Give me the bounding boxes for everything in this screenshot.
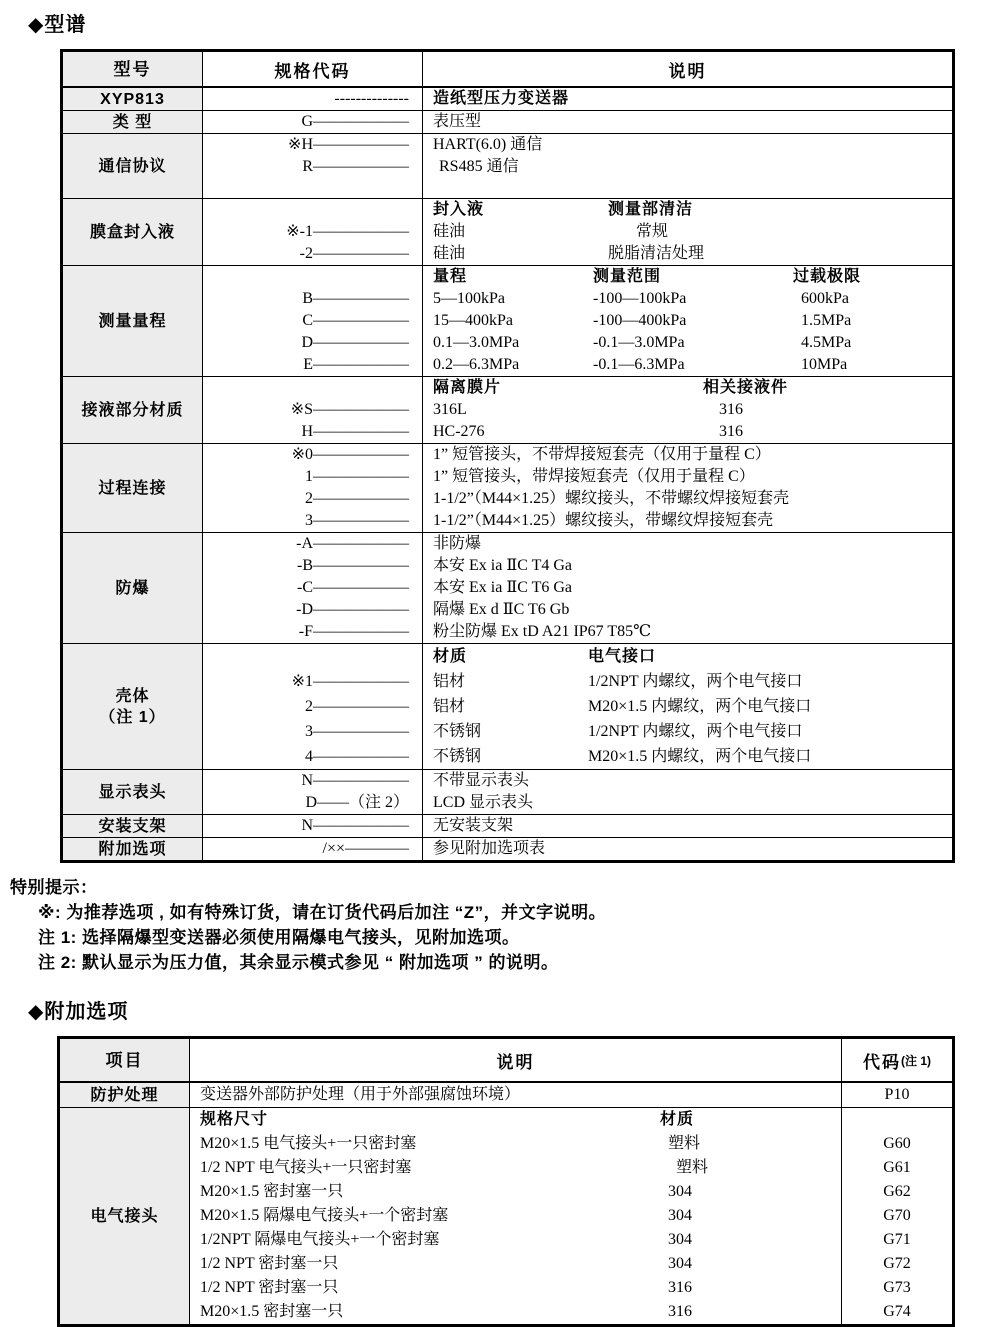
housing-codes: ※1—————— 2—————— 3—————— 4—————— <box>203 644 423 769</box>
range-col-header: 过载极限 <box>793 268 862 285</box>
bracket-label: 安装支架 <box>63 815 203 837</box>
model-label: XYP813 <box>63 88 203 110</box>
housing-descs: 材质 电气接口 铝材 1/2NPT 内螺纹，两个电气接口 铝材 M20×1.5 内螺纹，两个电气接口 不锈钢 1/2NPT 内螺纹，两个电气接口 不锈钢 M20×1.5 内螺纹，两个电气接口 <box>423 644 952 769</box>
note-2: 注 2: 默认显示为压力值，其余显示模式参见 “ 附加选项 ” 的说明。 <box>38 953 559 972</box>
housing-label: 壳体 （注 1） <box>63 644 203 769</box>
process-connection-descs: 1” 短管接头，不带焊接短套壳（仅用于量程 C） 1” 短管接头，带焊接短套壳（仅用于量程 C） 1-1/2”（M44×1.25）螺纹接头，不带螺纹焊接短套壳 1-1/2”（M44×1.25）螺纹接头，带螺纹焊接短套壳 <box>433 446 790 529</box>
row-wetted-material <box>63 376 952 443</box>
communication-codes: ※H—————— R—————— <box>203 134 423 198</box>
explosion-proof-codes: -A—————— -B—————— -C—————— -D—————— -F—————— <box>203 533 423 643</box>
communication-label: 通信协议 <box>63 134 203 198</box>
options-header-code: 代码 (注 1) <box>862 1052 931 1072</box>
row-bracket <box>63 814 952 837</box>
options-table <box>57 1036 955 1327</box>
fill-fluid-codes: ※-1—————— -2—————— <box>203 199 423 265</box>
row-process-connection <box>63 443 952 532</box>
communication-descs: HART(6.0) 通信 RS485 通信 <box>433 136 543 175</box>
header-model: 型号 <box>63 52 203 86</box>
type-label: 类 型 <box>63 111 203 133</box>
display-descs: 不带显示表头 LCD 显示表头 <box>433 772 534 811</box>
row-type <box>63 110 952 133</box>
row-measuring-range <box>63 265 952 376</box>
wetted-material-codes: ※S—————— H—————— <box>203 377 423 443</box>
wetted-col-header: 隔离膜片 <box>433 379 502 396</box>
electrical-col-header: 材质 <box>660 1111 695 1128</box>
fill-col-header: 测量部清洁 <box>608 201 694 218</box>
housing-col-header: 材质 <box>433 648 468 665</box>
row-display <box>63 769 952 814</box>
housing-label-note: （注 1） <box>99 708 166 726</box>
protection-desc: 变送器外部防护处理（用于外部强腐蚀环境） <box>190 1083 842 1107</box>
spectrum-heading: ◆型谱 <box>28 14 87 36</box>
range-col-header: 量程 <box>433 268 468 285</box>
notes-title: 特别提示： <box>10 878 98 897</box>
measuring-range-codes: B—————— C—————— D—————— E—————— <box>203 266 423 376</box>
options-heading: ◆附加选项 <box>28 1001 129 1023</box>
wetted-col-header: 相关接液件 <box>703 379 789 396</box>
model-code: -------------- <box>203 88 423 110</box>
fill-fluid-descs: 封入液 测量部清洁 硅油 常规 硅油 脱脂清洁处理 <box>423 199 952 265</box>
row-protection <box>60 1083 952 1107</box>
display-label: 显示表头 <box>63 770 203 814</box>
electrical-label: 电气接头 <box>60 1108 190 1324</box>
fill-fluid-label: 膜盒封入液 <box>63 199 203 265</box>
note-recommended: ※: 为推荐选项 , 如有特殊订货，请在订货代码后加注 “Z”，并文字说明。 <box>38 903 607 922</box>
display-codes: N—————— D——（注 2） <box>203 770 423 814</box>
electrical-col-header: 规格尺寸 <box>200 1111 269 1128</box>
housing-col-header: 电气接口 <box>588 648 657 665</box>
header-description: 说明 <box>668 61 707 81</box>
row-housing <box>63 643 952 769</box>
bracket-code: N—————— <box>203 815 423 837</box>
header-spec-code: 规格代码 <box>203 52 423 86</box>
extra-options-desc: 参见附加选项表 <box>433 840 546 857</box>
measuring-range-descs: 量程 测量范围 过载极限 5—100kPa -100—100kPa 600kPa 15—400kPa -100—400kPa 1.5MPa 0.1—3.0MPa -0.1—3.0MPa 4.5MPa 0.2—6.3MPa -0.1—6.3MPa 10MPa <box>423 266 952 376</box>
explosion-proof-label: 防爆 <box>63 533 203 643</box>
process-connection-label: 过程连接 <box>63 444 203 532</box>
options-header-item: 项目 <box>60 1039 190 1081</box>
type-code: G—————— <box>203 111 423 133</box>
extra-options-label: 附加选项 <box>63 838 203 860</box>
model-desc: 造纸型压力变送器 <box>433 90 570 107</box>
wetted-material-descs: 隔离膜片 相关接液件 316L 316 HC-276 316 <box>423 377 952 443</box>
row-communication <box>63 133 952 198</box>
bracket-desc: 无安装支架 <box>433 817 514 834</box>
options-table-header <box>60 1039 952 1083</box>
document-page <box>0 8 1000 1327</box>
wetted-material-label: 接液部分材质 <box>63 377 203 443</box>
electrical-codes: G60 G61 G62 G70 G71 G72 G73 G74 <box>883 1135 911 1320</box>
row-fill-fluid <box>63 198 952 265</box>
protection-label: 防护处理 <box>60 1083 190 1107</box>
row-model <box>63 88 952 110</box>
type-desc: 表压型 <box>433 113 482 130</box>
electrical-descs: 规格尺寸 材质 M20×1.5 电气接头+一只密封塞 塑料 1/2 NPT 电气接头+一只密封塞 塑料 M20×1.5 密封塞一只 304 M20×1.5 隔爆电气接头+一个密封塞 304 1/2NPT 隔爆电气接头+一个密封塞 304 1/2 NPT 密封塞一只 304 1/2 NPT 密封塞一只 316 M20×1.5 密封塞一只 316 <box>190 1108 842 1324</box>
row-extra-options <box>63 837 952 860</box>
process-connection-codes: ※0—————— 1—————— 2—————— 3—————— <box>203 444 423 532</box>
spectrum-table <box>60 49 955 863</box>
extra-options-code: /××———— <box>203 838 423 860</box>
special-notes <box>10 875 1000 975</box>
options-header-desc: 说明 <box>190 1039 842 1081</box>
row-electrical-connection <box>60 1107 952 1324</box>
options-header-code-note: (注 1) <box>900 1053 931 1068</box>
range-col-header: 测量范围 <box>593 268 662 285</box>
protection-code: P10 <box>884 1086 910 1103</box>
spectrum-table-header <box>63 52 952 88</box>
fill-col-header: 封入液 <box>433 201 485 218</box>
row-explosion-proof <box>63 532 952 643</box>
note-1: 注 1: 选择隔爆型变送器必须使用隔爆电气接头，见附加选项。 <box>38 928 520 947</box>
explosion-proof-descs: 非防爆 本安 Ex ia ⅡC T4 Ga 本安 Ex ia ⅡC T6 Ga 隔爆 Ex d ⅡC T6 Gb 粉尘防爆 Ex tD A21 IP67 T85℃ <box>433 535 652 640</box>
measuring-range-label: 测量量程 <box>63 266 203 376</box>
